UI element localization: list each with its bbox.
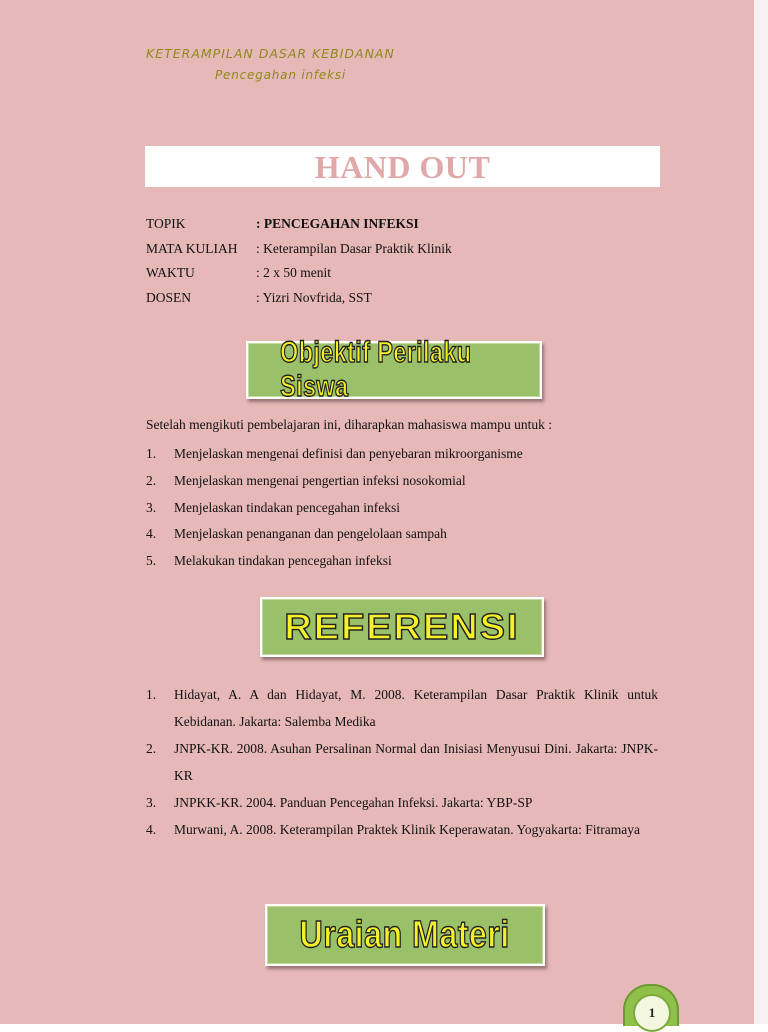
info-row-course [146,237,452,262]
info-key: TOPIK [146,216,186,231]
reference-item: 1. Hidayat, A. A dan Hidayat, M. 2008. Keterampilan Dasar Praktik Klinik untuk Kebidanan. Jakarta: Salemba Medika [146,687,658,729]
info-value: : Keterampilan Dasar Praktik Klinik [256,240,452,256]
reference-item: 3. JNPKK-KR. 2004. Panduan Pencegahan Infeksi. Jakarta: YBP-SP [146,795,533,810]
objectives-list [146,441,666,575]
list-item: 2. Menjelaskan mengenai pengertian infeksi nosokomial [146,472,466,488]
handout-title-box [145,146,660,187]
info-value: : Yizri Novfrida, SST [256,289,372,305]
material-banner-text: Uraian Materi [299,913,511,956]
course-info [146,212,452,310]
info-value: : PENCEGAHAN INFEKSI [256,216,419,231]
page-number: 1 [633,994,671,1032]
info-key: WAKTU [146,265,195,280]
info-value: : 2 x 50 menit [256,265,331,280]
info-row-lecturer [146,286,452,311]
running-header-title: KETERAMPILAN DASAR KEBIDANAN [146,46,395,61]
page-edge [754,0,768,1024]
list-item: 4. Menjelaskan penanganan dan pengelolaan sampah [146,526,447,542]
references-banner [260,597,544,657]
material-banner [265,904,545,966]
list-item: 1. Menjelaskan mengenai definisi dan penyebaran mikroorganisme [146,446,523,461]
running-header-subtitle: Pencegahan infeksi [215,68,347,82]
info-row-topic [146,212,452,237]
list-item: 3. Menjelaskan tindakan pencegahan infeksi [146,499,401,515]
objectives-banner [246,336,542,403]
reference-item: 4. Murwani, A. 2008. Keterampilan Praktek Klinik Keperawatan. Yogyakarta: Fitramaya [146,822,641,837]
list-item: 5. Melakukan tindakan pencegahan infeksi [146,553,392,569]
page-number-badge [623,984,679,1026]
info-row-time [146,261,452,286]
objectives-banner-text: Objektif Perilaku Siswa [280,336,472,403]
info-key: DOSEN [146,289,192,305]
reference-item: 2. JNPK-KR. 2008. Asuhan Persalinan Normal dan Inisiasi Menyusui Dini. Jakarta: JNPK-KR [146,741,658,783]
objectives-intro: Setelah mengikuti pembelajaran ini, diharapkan mahasiswa mampu untuk : [146,417,553,432]
references-list [146,681,658,843]
references-banner-text: REFERENSI [284,606,520,647]
handout-title: HAND OUT [314,149,491,185]
info-key: MATA KULIAH [146,240,238,256]
